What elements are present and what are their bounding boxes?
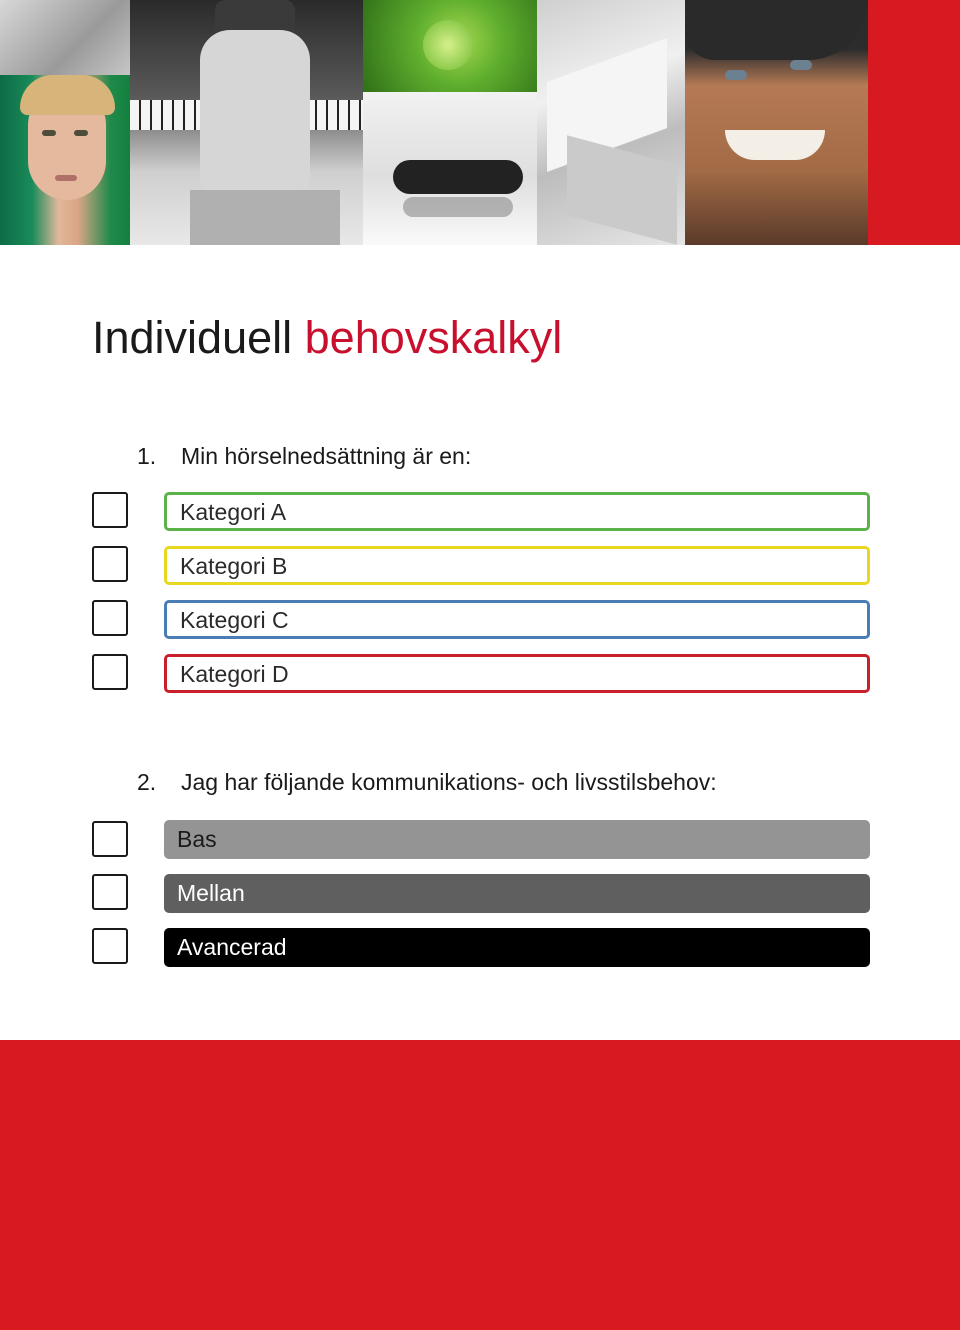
- question-2: [137, 769, 717, 796]
- option-kategori-a: Kategori A: [164, 492, 870, 531]
- smiling-man-photo: [685, 0, 868, 245]
- option-bas: Bas: [164, 820, 870, 859]
- checkbox-kategori-c[interactable]: [92, 600, 128, 636]
- question-1-number: 1.: [137, 443, 157, 469]
- red-panel: [868, 0, 960, 245]
- gray-sculpture-photo: [0, 0, 130, 75]
- option-avancerad: Avancerad: [164, 928, 870, 967]
- title-part-2: behovskalkyl: [304, 312, 563, 363]
- hearing-device-photo: [363, 92, 537, 245]
- checkbox-kategori-b[interactable]: [92, 546, 128, 582]
- footer-red-block: [0, 1040, 960, 1330]
- question-1-text: Min hörselnedsättning är en:: [181, 443, 472, 469]
- question-2-number: 2.: [137, 769, 157, 795]
- checkbox-avancerad[interactable]: [92, 928, 128, 964]
- checkbox-kategori-d[interactable]: [92, 654, 128, 690]
- checkbox-mellan[interactable]: [92, 874, 128, 910]
- question-2-text: Jag har följande kommunikations- och livsstilsbehov:: [181, 769, 717, 795]
- checkbox-kategori-a[interactable]: [92, 492, 128, 528]
- folded-paper-photo: [537, 0, 685, 245]
- page-title: [92, 312, 562, 364]
- photo-collage: [0, 0, 960, 245]
- question-1: [137, 443, 471, 470]
- option-mellan: Mellan: [164, 874, 870, 913]
- option-kategori-d: Kategori D: [164, 654, 870, 693]
- checkbox-bas[interactable]: [92, 821, 128, 857]
- title-part-1: Individuell: [92, 312, 293, 363]
- option-kategori-c: Kategori C: [164, 600, 870, 639]
- option-kategori-b: Kategori B: [164, 546, 870, 585]
- woman-portrait-photo: [0, 75, 130, 245]
- succulent-plant-photo: [363, 0, 537, 92]
- piano-player-photo: [130, 0, 363, 245]
